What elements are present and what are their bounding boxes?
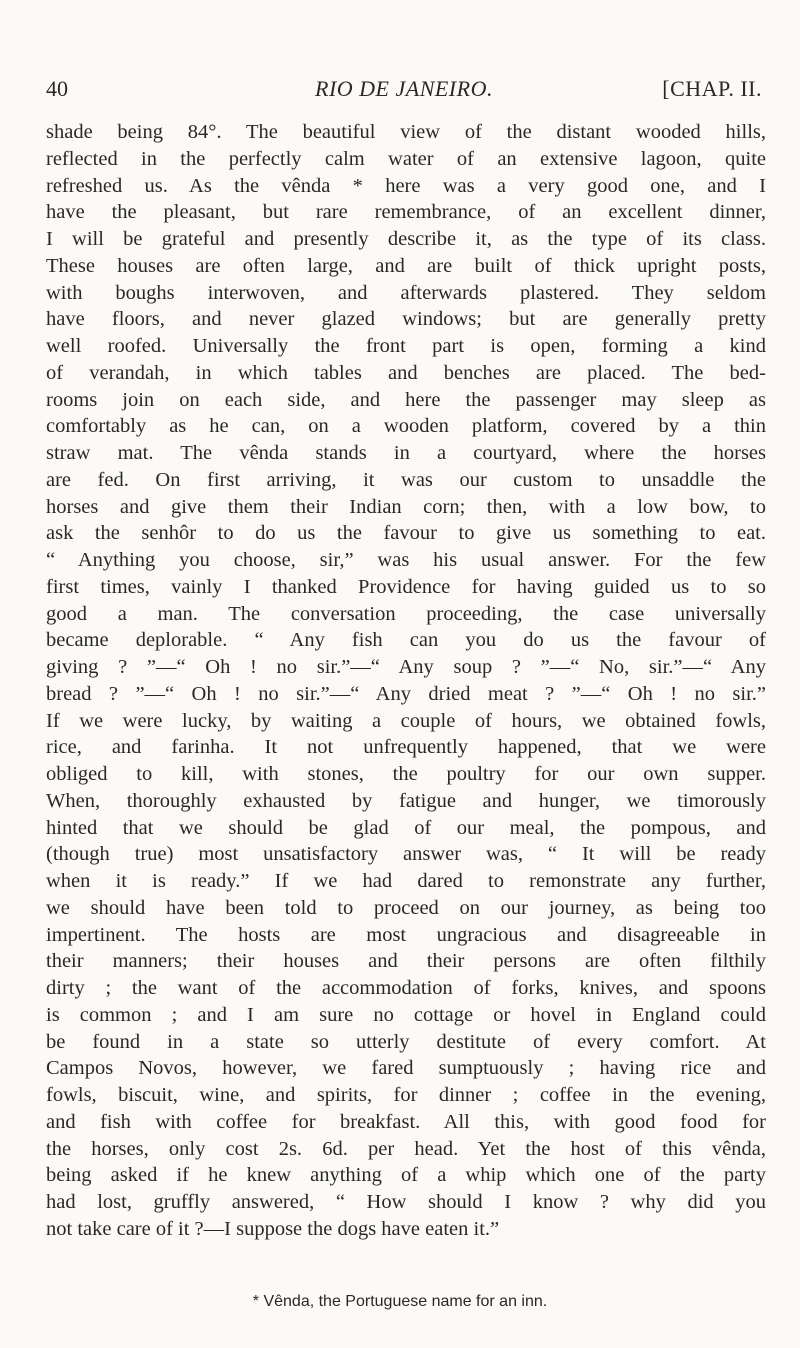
text-line: shade being 84°. The beautiful view of the distant wooded hills, (46, 121, 766, 143)
text-line: well roofed. Universally the front part is open, forming a kind (46, 335, 766, 357)
text-line: have floors, and never glazed windows; but are generally pretty (46, 308, 766, 331)
text-line: straw mat. The vênda stands in a courtyard, where the horses (46, 442, 766, 464)
text-line: fowls, biscuit, wine, and spirits, for dinner ; coffee in the evening, (46, 1084, 766, 1106)
text-line: rice, and farinha. It not unfrequently happened, that we were (46, 736, 766, 759)
text-line: are fed. On first arriving, it was our custom to unsaddle the (46, 468, 766, 491)
running-title: RIO DE JANEIRO. (315, 76, 493, 101)
text-line: hinted that we should be glad of our meal, the pompous, and (46, 816, 766, 839)
text-line: dirty ; the want of the accommodation of forks, knives, and spoons (46, 977, 766, 999)
text-line: These houses are often large, and are built of thick upright posts, (46, 254, 766, 277)
text-line: comfortably as he can, on a wooden platform, covered by a thin (46, 415, 766, 438)
text-line: of verandah, in which tables and benches are placed. The bed- (46, 361, 766, 384)
text-line: I will be grateful and presently describe it, as the type of its class. (46, 228, 766, 250)
text-line: obliged to kill, with stones, the poultry for our own supper. (46, 763, 766, 785)
text-line: being asked if he knew anything of a whip which one of the party (46, 1164, 766, 1187)
text-line: If we were lucky, by waiting a couple of hours, we obtained fowls, (46, 709, 766, 732)
text-line: ask the senhôr to do us the favour to give us something to eat. (46, 522, 766, 545)
text-line: have the pleasant, but rare remembrance, of an excellent dinner, (46, 201, 766, 224)
text-line: refreshed us. As the vênda * here was a very good one, and I (46, 174, 766, 197)
text-line: when it is ready.” If we had dared to remonstrate any further, (46, 870, 766, 892)
text-line: impertinent. The hosts are most ungracious and disagreeable in (46, 923, 766, 946)
text-line: Campos Novos, however, we fared sumptuously ; having rice and (46, 1057, 766, 1080)
text-line: rooms join on each side, and here the passenger may sleep as (46, 388, 766, 411)
text-line: became deplorable. “ Any fish can you do us the favour of (46, 629, 766, 652)
text-line: “ Anything you choose, sir,” was his usual answer. For the few (46, 549, 766, 571)
chapter-label: [CHAP. II. (662, 76, 762, 101)
text-line: good a man. The conversation proceeding, the case universally (46, 602, 766, 625)
text-line: had lost, gruffly answered, “ How should I know ? why did you (46, 1191, 766, 1213)
text-line: with boughs interwoven, and afterwards plastered. They seldom (46, 281, 766, 304)
footnote: * Vênda, the Portuguese name for an inn. (252, 1293, 548, 1310)
text-line: is common ; and I am sure no cottage or hovel in England could (46, 1003, 766, 1026)
text-line: horses and give them their Indian corn; then, with a low bow, to (46, 495, 766, 518)
body-paragraph (46, 119, 766, 1243)
running-header (46, 76, 762, 106)
text-line: (though true) most unsatisfactory answer was, “ It will be ready (46, 843, 766, 866)
text-line: be found in a state so utterly destitute of every comfort. At (46, 1030, 766, 1053)
text-line: reflected in the perfectly calm water of an extensive lagoon, quite (46, 147, 766, 170)
text-line: their manners; their houses and their persons are often filthily (46, 950, 766, 973)
text-line: the horses, only cost 2s. 6d. per head. Yet the host of this vênda, (46, 1137, 766, 1160)
text-line: not take care of it ?—I suppose the dogs have eaten it.” (46, 1217, 500, 1240)
text-line: we should have been told to proceed on our journey, as being too (46, 896, 766, 919)
text-line: bread ? ”—“ Oh ! no sir.”—“ Any dried meat ? ”—“ Oh ! no sir.” (46, 682, 766, 705)
text-line: giving ? ”—“ Oh ! no sir.”—“ Any soup ? ”—“ No, sir.”—“ Any (46, 656, 766, 678)
page-number: 40 (46, 76, 68, 101)
text-line: and fish with coffee for breakfast. All this, with good food for (46, 1110, 766, 1133)
text-line: first times, vainly I thanked Providence for having guided us to so (46, 575, 766, 598)
text-line: When, thoroughly exhausted by fatigue and hunger, we timorously (46, 789, 766, 812)
